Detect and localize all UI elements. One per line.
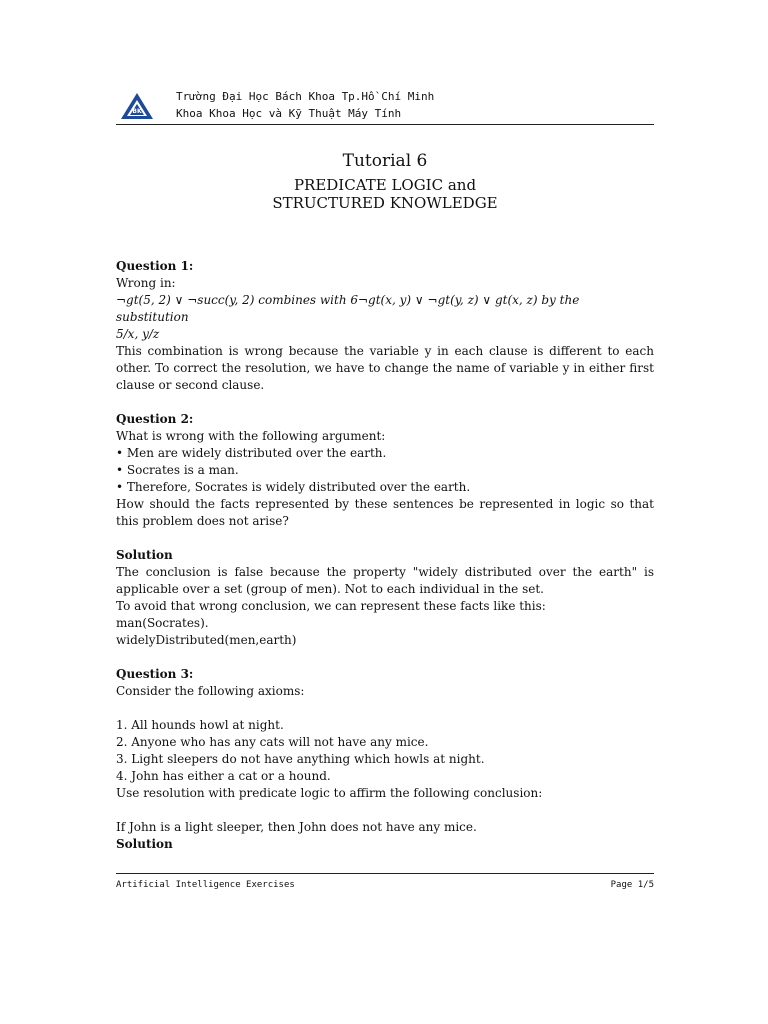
document-title [116,150,654,212]
document-body [116,258,654,853]
page-footer [116,873,654,891]
question-3-intro: Consider the following axioms: [116,684,305,698]
institution-block [176,88,434,122]
list-item: 1. All hounds howl at night. [116,718,284,732]
university-logo-icon [120,92,154,120]
footer-course-name: Artificial Intelligence Exercises [116,880,295,890]
question-2-solution-heading: Solution [116,548,173,562]
footer-page-number: Page 1/5 [610,880,654,890]
page-header [116,84,654,125]
title-line-1: PREDICATE LOGIC and [293,176,477,194]
tutorial-number: Tutorial 6 [342,151,428,171]
university-name: Trường Đại Học Bách Khoa Tp.Hồ Chí Minh [176,90,435,103]
question-1-heading: Question 1: [116,259,194,273]
list-item: • Therefore, Socrates is widely distributed over the earth. [116,480,471,494]
question-3-solution-heading: Solution [116,837,173,851]
question-3-instruction: Use resolution with predicate logic to affirm the following conclusion: [116,786,543,800]
list-item: 4. John has either a cat or a hound. [116,769,331,783]
question-2-intro: What is wrong with the following argument: [116,429,386,443]
question-1-wrong-in: Wrong in: [116,276,176,290]
question-1-substitution: 5/x, y/z [116,327,160,341]
question-1-formula: ¬gt(5, 2) ∨ ¬succ(y, 2) combines with 6¬gt(x, y) ∨ ¬gt(y, z) ∨ gt(x, z) by the substitution [116,293,580,324]
question-2-fact-2: widelyDistributed(men,earth) [116,633,297,647]
logo-text: BK [132,108,142,115]
faculty-name: Khoa Khoa Học và Kỹ Thuật Máy Tính [176,107,402,120]
question-3-heading: Question 3: [116,667,194,681]
question-3-conclusion: If John is a light sleeper, then John does not have any mice. [116,820,477,834]
list-item: • Socrates is a man. [116,463,239,477]
question-2-heading: Question 2: [116,412,194,426]
list-item: 2. Anyone who has any cats will not have any mice. [116,735,429,749]
question-2-fact-1: man(Socrates). [116,616,209,630]
question-2-solution-avoid: To avoid that wrong conclusion, we can represent these facts like this: [116,599,546,613]
list-item: 3. Light sleepers do not have anything which howls at night. [116,752,485,766]
list-item: • Men are widely distributed over the earth. [116,446,387,460]
question-2-question: How should the facts represented by these sentences be represented in logic so that this problem does not arise? [116,497,654,528]
question-1-explanation: This combination is wrong because the variable y in each clause is different to each other. To correct the resolution, we have to change the name of variable y in either first clause or second clause. [116,344,654,392]
title-line-2: STRUCTURED KNOWLEDGE [272,194,498,212]
question-2-solution-text: The conclusion is false because the property "widely distributed over the earth" is applicable over a set (group of men). Not to each individual in the set. [116,565,654,596]
